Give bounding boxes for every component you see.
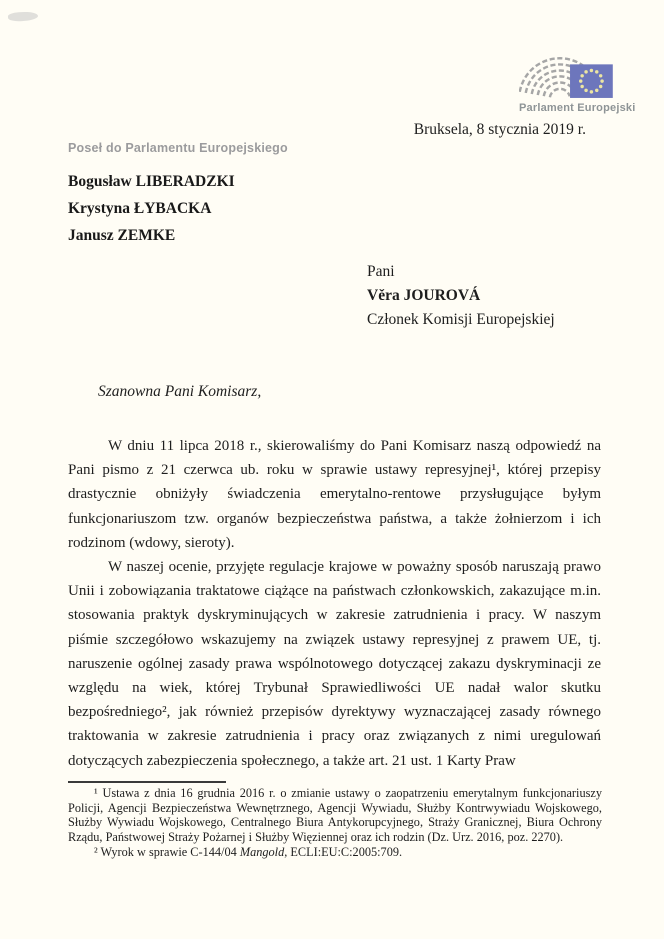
- footnote-separator: [68, 781, 226, 783]
- footnote-2-case-name: Mangold: [239, 844, 285, 859]
- footnote-2-text: ² Wyrok w sprawie C-144/04: [94, 844, 240, 859]
- letter-body: [68, 434, 601, 773]
- sender-name: Janusz ZEMKE: [68, 227, 176, 244]
- greeting: Szanowna Pani Komisarz,: [98, 383, 262, 400]
- scan-artifact: [8, 11, 39, 22]
- sender-names: [68, 168, 235, 249]
- sender-name: Bogusław LIBERADZKI: [68, 173, 235, 190]
- footnotes: [68, 786, 602, 860]
- hemicycle-flag-icon: [519, 44, 617, 101]
- footnote-2: [68, 845, 602, 860]
- paragraph: W naszej ocenie, przyjęte regulacje krajowe w poważny sposób naruszają prawo Unii i zobowiązania traktatowe ciążące na państwach członkowskich, zakazujące m.in. stosowania praktyk dyskryminujących w zakresie zatrudnienia i pracy. W naszym piśmie szczegółowo wskazujemy na związek ustawy represyjnej z prawem UE, tj. naruszenie ogólnej zasady prawa wspólnotowego dotyczącej zakazu dyskryminacji ze względu na wiek, której Trybunał Sprawiedliwości UE nadał walor skutku bezpośredniego², jak również przepisów dyrektywy wyznaczającej zasady równego traktowania w zakresie zatrudnienia i pracy oraz związanych z nimi uregulowań dotyczących zabezpieczenia społecznego, a także art. 21 ust. 1 Karty Praw: [68, 559, 601, 769]
- recipient-block: [367, 260, 555, 332]
- footnote-2-citation: , ECLI:EU:C:2005:709.: [284, 844, 403, 859]
- recipient-name: Věra JOUROVÁ: [367, 287, 481, 304]
- logo-caption: Parlament Europejski: [519, 102, 636, 114]
- date-line: Bruksela, 8 stycznia 2019 r.: [413, 121, 586, 138]
- sender-role: Poseł do Parlamentu Europejskiego: [68, 141, 288, 155]
- footnote-1: ¹ Ustawa z dnia 16 grudnia 2016 r. o zmianie ustawy o zaopatrzeniu emerytalnym funkcjonariuszy Policji, Agencji Bezpieczeństwa Wewnętrznego, Agencji Wywiadu, Służby Kontrwywiadu Wojskowego, Służby Wywiadu Wojskowego, Centralnego Biura Antykorupcyjnego, Straży Granicznej, Biura Ochrony Rządu, Państwowej Straży Pożarnej i Służby Więziennej oraz ich rodzin (Dz. Urz. 2016, poz. 2270).: [68, 786, 602, 845]
- recipient-honorific: Pani: [367, 263, 395, 280]
- recipient-title: Członek Komisji Europejskiej: [367, 311, 555, 328]
- paragraph: W dniu 11 lipca 2018 r., skierowaliśmy do Pani Komisarz naszą odpowiedź na Pani pismo z 21 czerwca ub. roku w sprawie ustawy represyjnej¹, której przepisy drastycznie obniżyły świadczenia emerytalno-rentowe przysługujące byłym funkcjonariuszom tzw. organów bezpieczeństwa państwa, a także żołnierzom i ich rodzinom (wdowy, sieroty).: [68, 438, 601, 551]
- european-parliament-logo: [519, 44, 636, 114]
- sender-name: Krystyna ŁYBACKA: [68, 200, 212, 217]
